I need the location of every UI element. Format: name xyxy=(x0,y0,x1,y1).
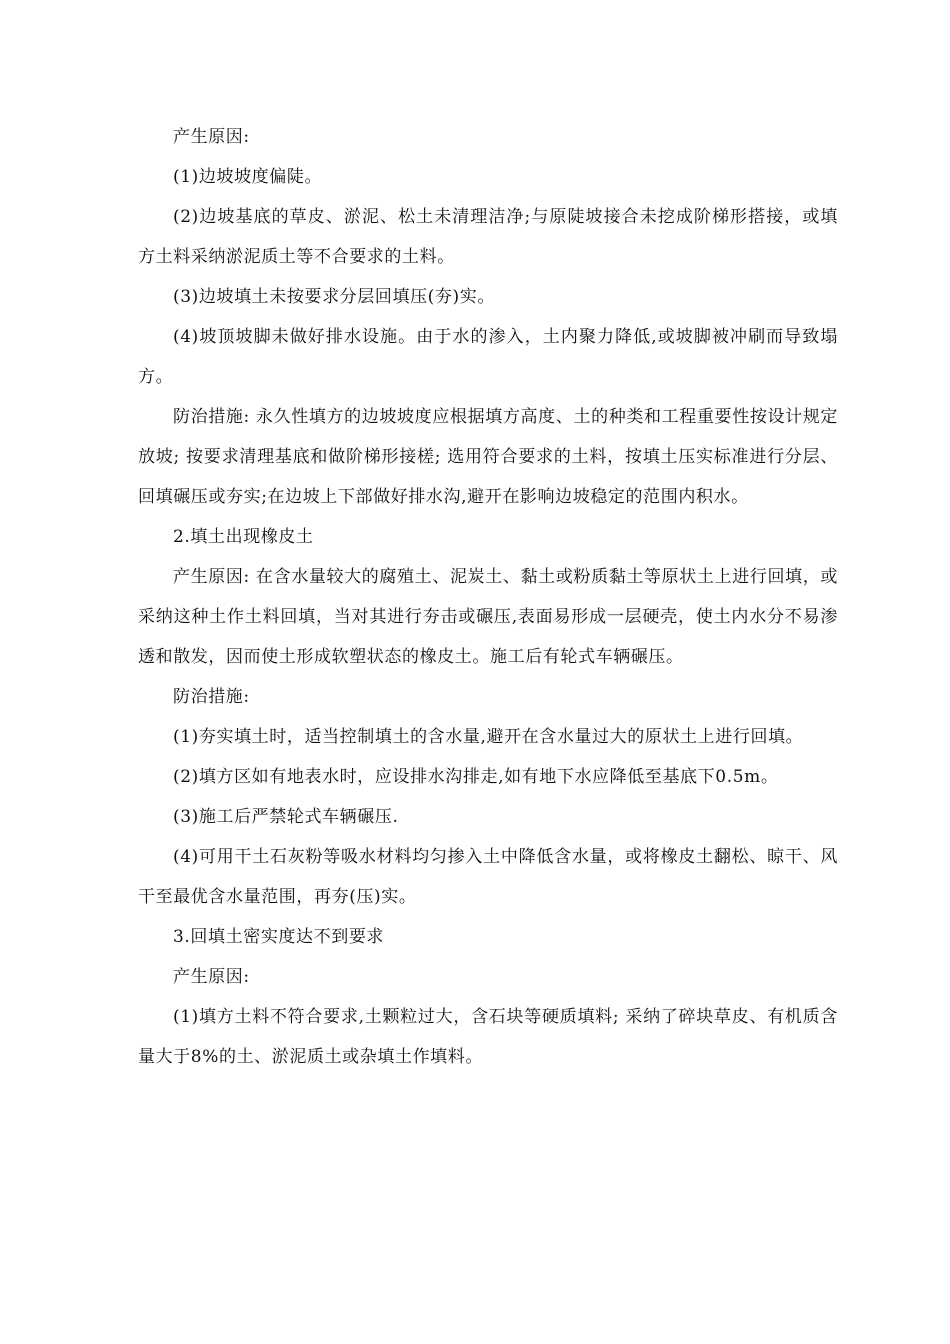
paragraph-cause-2: (2)边坡基底的草皮、淤泥、松土未清理洁净;与原陡坡接合未挖成阶梯形搭接，或填方土料采纳淤泥质土等不合要求的土料。 xyxy=(138,207,838,267)
paragraph-cause-heading: 产生原因: xyxy=(173,127,250,147)
paragraph-prevention: 防治措施: 永久性填方的边坡坡度应根据填方高度、土的种类和工程重要性按设计规定放坡; 按要求清理基底和做阶梯形接槎; 选用符合要求的土料，按填土压实标准进行分层、回填碾压或夯实;在边坡上下部做好排水沟,避开在影响边坡稳定的范围内积水。 xyxy=(138,407,838,507)
paragraph-cause-1: (1)边坡坡度偏陡。 xyxy=(173,167,323,187)
section-heading-rubber-soil: 2.填土出现橡皮土 xyxy=(173,527,314,547)
paragraph-cause-3: (3)边坡填土未按要求分层回填压(夯)实。 xyxy=(173,287,495,307)
section-heading-compaction: 3.回填土密实度达不到要求 xyxy=(173,927,385,947)
paragraph-cause-4: (4)坡顶坡脚未做好排水设施。由于水的渗入，土内聚力降低,或坡脚被冲刷而导致塌方。 xyxy=(138,327,838,387)
paragraph-prevention-1: (1)夯实填土时，适当控制填土的含水量,避开在含水量过大的原状土上进行回填。 xyxy=(173,727,804,747)
paragraph-rubber-soil-cause: 产生原因: 在含水量较大的腐殖土、泥炭土、黏土或粉质黏土等原状土上进行回填，或采纳这种土作土料回填，当对其进行夯击或碾压,表面易形成一层硬壳，使土内水分不易渗透和散发，因而使土形成软塑状态的橡皮土。施工后有轮式车辆碾压。 xyxy=(138,567,838,667)
paragraph-prevention-2: (2)填方区如有地表水时，应设排水沟排走,如有地下水应降低至基底下0.5m。 xyxy=(173,767,779,787)
document-body xyxy=(138,117,838,1077)
paragraph-prevention-4: (4)可用干土石灰粉等吸水材料均匀掺入土中降低含水量，或将橡皮土翻松、晾干、风干至最优含水量范围，再夯(压)实。 xyxy=(138,847,838,907)
paragraph-compaction-cause-1: (1)填方土料不符合要求,土颗粒过大，含石块等硬质填料; 采纳了碎块草皮、有机质含量大于8%的土、淤泥质土或杂填土作填料。 xyxy=(138,1007,838,1067)
paragraph-prevention-heading: 防治措施: xyxy=(173,687,250,707)
paragraph-prevention-3: (3)施工后严禁轮式车辆碾压. xyxy=(173,807,399,827)
paragraph-compaction-cause-heading: 产生原因: xyxy=(173,967,250,987)
